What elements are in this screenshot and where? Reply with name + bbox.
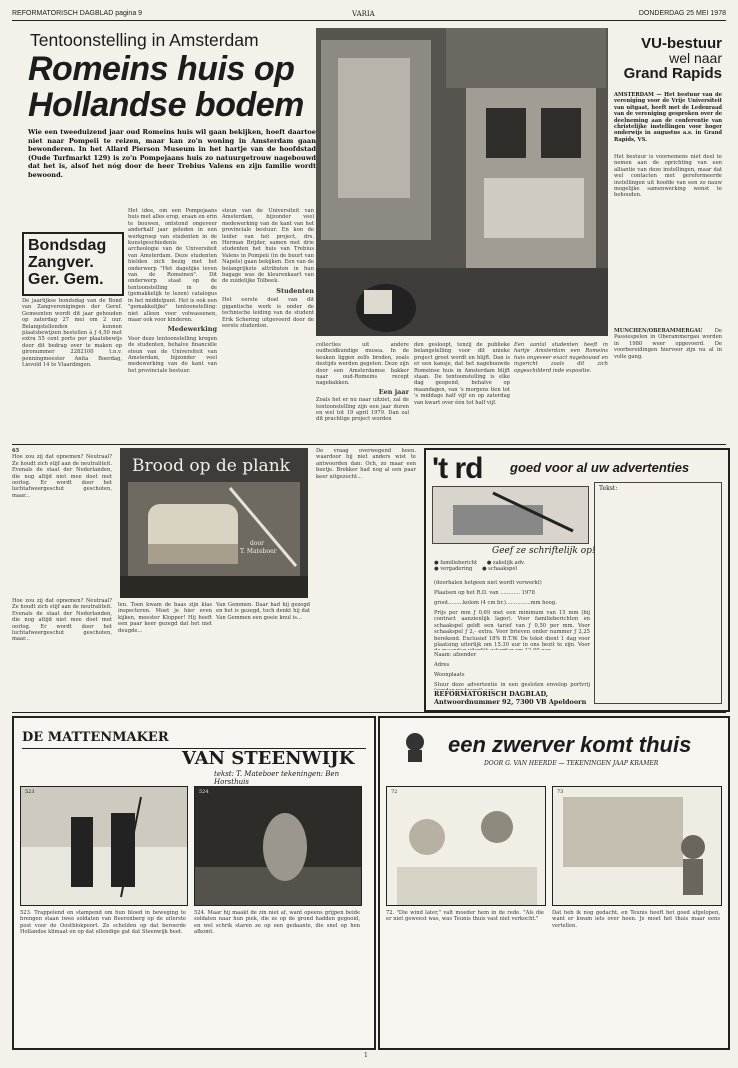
bread-title: Brood op de plank: [132, 456, 290, 476]
bondsdag-headline-3: Ger. Gem.: [28, 271, 104, 288]
ad-grootte[interactable]: groot.........kolom (4 cm br.)...............mm hoog.: [434, 600, 557, 606]
ad-options: [434, 560, 590, 580]
mattenmaker-title-1: DE MATTENMAKER: [22, 730, 169, 745]
rd-ad: [424, 448, 730, 712]
option-vergadering[interactable]: ● vergadering: [434, 566, 473, 573]
rd-logo: 't rd: [432, 452, 483, 485]
zwerver-title: een zwerver komt thuis: [448, 732, 692, 757]
section-rule-2: [12, 712, 726, 713]
bread-episode-number: 65: [12, 448, 20, 454]
family-scene-illustration: [387, 787, 545, 905]
article-headline-1: Romeins huis op: [28, 50, 295, 88]
mattenmaker-credit: tekst: T. Mateboer tekeningen: Ben Horsthuis: [214, 770, 340, 786]
vu-headline-2: wel naar: [669, 50, 722, 66]
ad-options-note: (doorhalen hetgeen niet wordt verwerkt): [434, 580, 542, 586]
bread-col-1-text: Hoe zou zij dat opnemen? Neutraal? Ze houdt zich stijf aan de neutraliteit. Evenals de staat der Nederlanden, die nog altijd niet mee doet met oorlog. Er wordt door het luchtafweergeschut geschoten, maar...: [12, 454, 112, 499]
bread-title-illustration: [120, 448, 308, 598]
bondsdag-headline-1: Bondsdag: [28, 237, 107, 254]
article-col-4-text: collecties uit andere oudheidkundige musea. In de keuken liggen zelfs broden, zoals destijds werden gegeten. Deze zijn door een Amsterdamse bakker naar oud-Romeins recept nagebakken.: [316, 342, 409, 387]
vu-lead: AMSTERDAM — Het bestuur van de vereniging voor de Vrije Universiteit van uitgaat, heeft met de Ledenraad van de vereniging gesproken over de deelneming aan de conferentie van christelijke instellingen voor hoger onderwijs in augustus a.s. in Grand Rapids, VS.: [614, 92, 722, 143]
bread-col-3: Van Gemmen. Daar had hij gezegd en het is gezegd, toch denkt hij dat Van Gemmen een goeie knul is...: [216, 602, 310, 621]
comic-zwerver: [378, 716, 730, 1050]
comic-mattenmaker: [12, 716, 376, 1050]
ad-plaatsen-label: Plaatsen op het R.D. van: [434, 590, 499, 596]
article-headline-2: Hollandse bodem: [28, 86, 304, 124]
bondsdag-headline-2: Zangver.: [28, 254, 94, 271]
section-rule-1: [12, 444, 726, 445]
ad-form-title: Geef ze schriftelijk op!: [492, 546, 596, 556]
bread-byline-prefix: door: [250, 540, 264, 547]
ad-address-1: REFORMATORISCH DAGBLAD,: [434, 690, 549, 698]
subhead-medewerking: Medewerking: [167, 325, 217, 334]
article-col-4-text-b: Zoals het er nu naar uitziet, zal de tentoonstelling zijn een jaar duren en wel tot 19 april 1979. Dan zal dit prachtige project worden: [316, 397, 409, 423]
photo-caption: Een aantal studenten heeft in hartje Amsterdam een Romeins huis ongeveer exact nagebouwd en ingericht zoals dit zich opgeschilderd inde expositie.: [514, 342, 608, 374]
article-col-5: den gesloopt, tenzij de publieke belangstelling voor dit unieke project groot wordt en blijft. Dan is er een kansje, dat het nagebouwde Romeinse huis in Amsterdam blijft staan. De tentoonstelling is elke dag geopend, behalve op maandagen, van 's morgens tien tot 's middags half vijf en op zaterdag van kwart over één tot half vijf.: [414, 342, 510, 406]
mattenmaker-panel-1: [20, 786, 188, 906]
option-familiebericht-label: familiebericht: [440, 560, 478, 566]
article-col-3-text: steun van de Universiteit van Amsterdam, bijzonder veel medewerking van de kant van het provinciale bestuur. En kon de leider van het project, drs. Herman Brijder, samen met drie studenten het huis van Trebius Valens in Pompeii (in de buurt van Napels) gaan bekijken. Een van de belangrijkste attributen in hun bagage was de kleurenkaart van de zuidelijke Tolbeek.: [222, 208, 314, 285]
article-col-3-text-b: Het eerste doel van dit gigantische werk is onder de technische leiding van de student Erik Schering uitgevoerd door de eerste studenten.: [222, 297, 314, 329]
article-kicker: Tentoonstelling in Amsterdam: [30, 30, 259, 50]
munchen-note-head: MUNCHEN/OBERAMMERGAU: [614, 328, 703, 334]
masthead: [12, 8, 726, 20]
panel-73-number: 73: [557, 789, 564, 795]
bread-byline: T. Mateboer: [240, 548, 277, 555]
zwerver-caption-2: Dat heb ik nog gedacht, en Teunis heeft het goed afgelopen, want er kwam iets over heen. Je moet het thuis maar eens vertellen.: [552, 910, 720, 929]
ad-plaatsen[interactable]: Plaatsen op het R.D. van ............ 1978: [434, 590, 535, 596]
option-zakelijk-label: zakelijk adv.: [492, 560, 526, 566]
article-col-2: [128, 208, 217, 440]
ad-naam-field[interactable]: Naam: afzender: [434, 652, 477, 658]
masthead-left: REFORMATORISCH DAGBLAD pagina 9: [12, 10, 143, 17]
ad-tekst-label: Tekst:: [599, 485, 618, 492]
masthead-rule: [12, 20, 726, 21]
zwerver-panel-2: [552, 786, 722, 906]
subhead-studenten: Studenten: [276, 286, 314, 295]
bread-col-1: [12, 448, 112, 594]
mattenmaker-title-2: VAN STEENWIJK: [182, 748, 355, 769]
zwerver-caption-1: 72. "Die wind later," valt moeder hem in de rede. "Als die er niet geweest was, was Teunis thuis vast niet verkocht.": [386, 910, 544, 923]
mattenmaker-caption-2: 524. Maar hij maakt de zin niet af, want opeens grijpen beide soldaten naar hun piek, die ze op de grond hadden gegooid, en wel schrik staren ze op een gedaante, die snel op hen afkomt.: [194, 910, 360, 936]
zwerver-figure-icon: [390, 730, 440, 764]
typewriter-icon: [433, 487, 588, 543]
article-col-3: [222, 208, 314, 440]
munchen-note: [614, 328, 722, 440]
ad-woonplaats-field[interactable]: Woonplaats: [434, 672, 465, 678]
vu-headline-3: Grand Rapids: [623, 65, 722, 82]
rd-slogan: goed voor al uw advertenties: [510, 460, 690, 475]
option-zakelijk[interactable]: ● zakelijk adv.: [486, 560, 526, 566]
article-col-2-text: Het idee, om een Pompejaans huis met alles erop, eraan en erin te bouwen, ontstond ongeveer anderhalf jaar geleden in een werkgroep van studenten in de kunstgeschiedenis en archeologie van de Universiteit van Amsterdam. Deze studenten hielden zich bezig met het onderwerp "Het dagelijks leven van de Romeinen". Dit onderwerp staat op de tentoonstelling in de (gemakkelijk te lezen) catalogus in het middelpunt. Het is ook een "gemakkelijke" tentoonstelling: niet alleen voor volwassenen, maar ook voor kinderen.: [128, 208, 217, 323]
bondsdag-box: [22, 232, 124, 296]
ad-adres-field[interactable]: Adres: [434, 662, 450, 668]
option-vergadering-label: vergadering: [440, 566, 473, 573]
ad-year: 1978: [521, 590, 535, 596]
option-schaakspel[interactable]: ● schaakspel: [481, 566, 518, 573]
masthead-date: DONDERDAG 25 MEI 1978: [638, 10, 726, 17]
mattenmaker-panel-2: [194, 786, 362, 906]
zwerver-panel-1: [386, 786, 546, 906]
page-number: 1: [364, 1052, 368, 1059]
vu-headline-1: VU-bestuur: [641, 35, 722, 52]
bread-col-1b: Hoe zou zij dat opnemen? Neutraal? Ze houdt zich stijf aan de neutraliteit. Evenals de staat der Nederlanden, die nog altijd niet mee doet met oorlog. Er wordt door het luchtafweergeschut geschoten, maar...: [12, 598, 112, 643]
panel-523-number: 523: [25, 789, 35, 795]
bondsdag-headline: [24, 234, 122, 291]
option-schaakspel-label: schaakspel: [488, 566, 518, 573]
bondsdag-text: De jaarlijkse bondsdag van de Bond van Zangverenigingen der Geref. Gemeenten wordt dit jaar gehouden op zaterdag 27 mei om 2 uur. Belangstellenden kunnen plaatsbewijzen bestellen à ƒ 4,50 met extra 55 cent porto per plaatsbewijs door dit bedrag over te maken op gironummer 2282100 t.n.v. penningmeester Anita Boerdag, Lievold 14 te Vlaardingen.: [22, 298, 122, 369]
masthead-section: VARIA: [352, 10, 375, 18]
panel-72-number: 72: [391, 789, 398, 795]
option-familiebericht[interactable]: ● familiebericht: [434, 560, 478, 566]
mattenmaker-caption-1: 523. Trappelend en stampend om hun bloed in beweging te brengen staan twee soldaten van Beerenberg op de uiterste post voor de Oostblokpoort. Ze schelden op dat beroerde Hollandse klimaat en op dat ellendige gat dat Steenwijk heet.: [20, 910, 186, 936]
article-col-2-text-b: Voor deze tentoonstelling kregen de studenten, behalve financiële steun van de Universiteit van Amsterdam, bijzonder veel medewerking van de kant van het provinciale bestuur.: [128, 335, 217, 374]
ad-text-box[interactable]: [594, 482, 722, 704]
article-col-4: [316, 342, 409, 440]
night-figure-illustration: [195, 787, 361, 905]
subhead-een-jaar: Een jaar: [378, 387, 409, 396]
bread-col-2: len. Toen kwam de baas zijn klas inspecteren. Moet je hier even kijken, meester Klopper! Hij heeft een paar keer gezegd dat het niet deugde...: [118, 602, 212, 634]
zwerver-logo: [390, 730, 440, 764]
munchen-note-text: De Passiespelen in Oberammergau worden in 1980 weer opgevoerd. De voorbereidingen hiervoor zijn nu al in volle gang.: [614, 328, 722, 360]
bread-col-4: De vraag overwegend heen. waardoor hij niet anders wist te antwoorden dan: Och, zo maar een beetje. Brekker had nog al een paar keer uitgezocht...: [316, 448, 416, 480]
vu-headline: [614, 36, 722, 81]
zwerver-credit: DOOR G. VAN HEERDE — TEKENINGEN JAAP KRAMER: [484, 760, 659, 767]
article-lead: Wie een tweeduizend jaar oud Romeins huis wil gaan bekijken, hoeft daartoe niet naar Pompeii te reizen, maar kan zo'n woning in Amsterdam gaan bewonderen. In het Allard Pierson Museum in het hartje van de hoofdstad (Oude Turfmarkt 129) is zo'n Pompejaans huis zo natuurgetrouw nagebouwd dat het is, alsof het nóg door de heer Trebius Valens en zijn familie wordt bewoond.: [28, 128, 316, 179]
ad-prijs: Prijs per mm ƒ 0,69 met een minimum van 15 mm (bij contract aanzienlijk lager). Voor familieberichten en schaakspel geldt een tarief van ƒ 0,50 per mm. Voor schaakspel ƒ 2,- extra. Voor brieven onder nummer ƒ 2,25 berekend. Exclusief 18% B.T.W. De tekst dient 1 dag voor plaatsing uiterlijk om 15.30 uur in ons bezit te zijn. Voor: [434, 610, 590, 649]
panel-524-number: 524: [199, 789, 209, 795]
roman-house-photo: [316, 28, 608, 336]
ad-address-2: Antwoordnummer 92, 7300 VB Apeldoorn: [434, 698, 587, 706]
ad-send-note: Stuur deze advertentie in een gesloten envelop portvrij: [434, 682, 590, 688]
soldiers-illustration: [21, 787, 187, 905]
roman-house-illustration: [316, 28, 608, 336]
house-scene-illustration: [553, 787, 721, 905]
vu-text: Het bestuur is voornemens niet deel te nemen aan de oprichting van een alliantie van deze instellingen, maar dat wel contacten met gereformeerde instellingen uit hoofde van een zo nauw mogelijke samenwerking wenst te behouden.: [614, 154, 722, 199]
ad-illustration: [432, 486, 589, 544]
